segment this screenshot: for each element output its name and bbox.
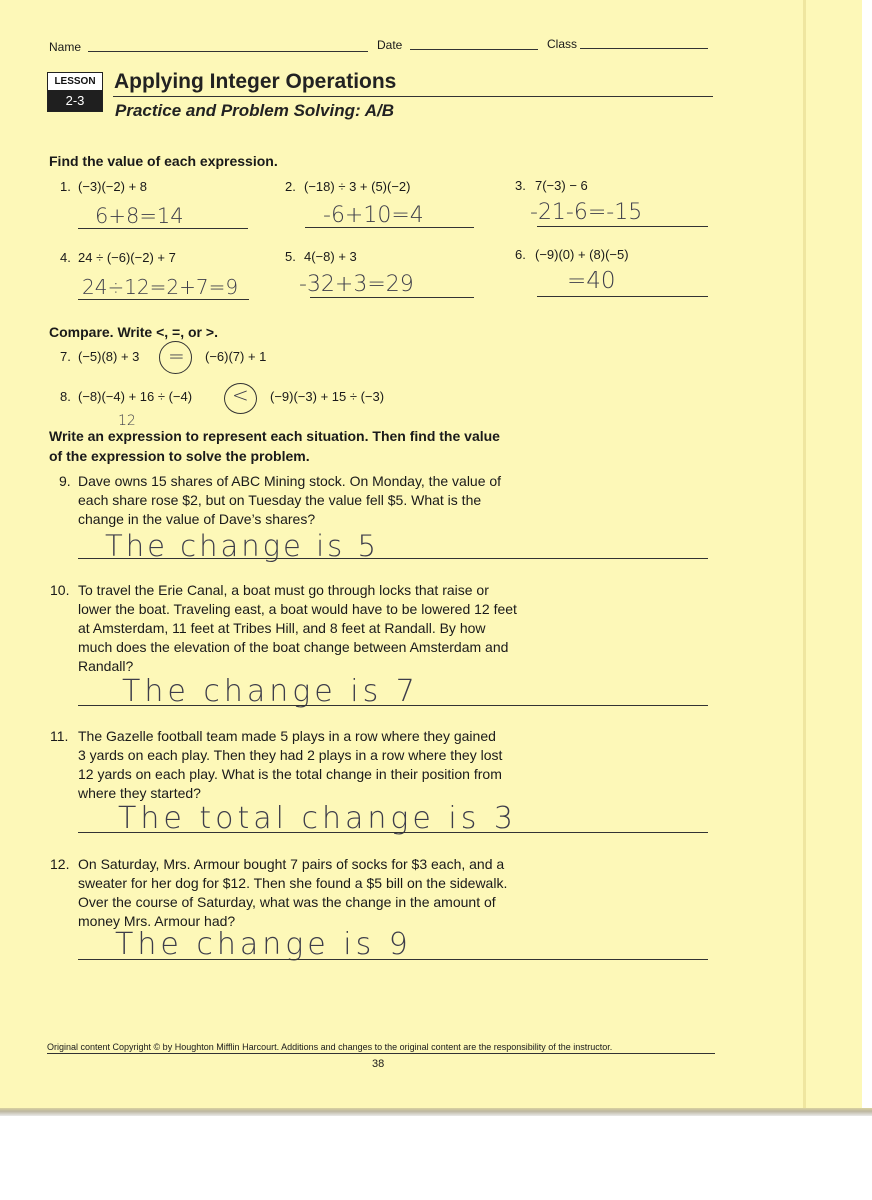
problem-text: lower the boat. Traveling east, a boat would have to be lowered 12 feet — [78, 601, 517, 617]
problem-text: much does the elevation of the boat change between Amsterdam and — [78, 639, 509, 655]
name-line[interactable] — [88, 51, 368, 52]
lesson-badge — [47, 72, 103, 112]
problem-number: 11. — [50, 728, 69, 744]
problem-expression: 24 ÷ (−6)(−2) + 7 — [78, 250, 176, 265]
problem-expression: (−3)(−2) + 8 — [78, 179, 148, 194]
answer-line[interactable] — [537, 296, 708, 297]
compare-left-expression: (−5)(8) + 3 — [78, 349, 140, 364]
section3-instruction: of the expression to solve the problem. — [49, 448, 310, 464]
problem-text: 3 yards on each play. Then they had 2 plays in a row where they lost — [78, 747, 503, 763]
page-number: 38 — [372, 1058, 385, 1070]
problem-number: 9. — [59, 473, 71, 489]
problem-number: 12. — [50, 856, 70, 872]
problem-number: 8. — [60, 389, 71, 404]
handwritten-answer: = — [168, 344, 185, 368]
problem-text: money Mrs. Armour had? — [78, 913, 236, 929]
lesson-subtitle: Practice and Problem Solving: A/B — [115, 101, 394, 120]
problem-text: change in the value of Dave’s shares? — [78, 511, 316, 527]
problem-text: Randall? — [78, 658, 134, 674]
problem-text: Dave owns 15 shares of ABC Mining stock. On Monday, the value of — [78, 473, 502, 489]
problem-number: 4. — [60, 250, 71, 265]
problem-text: Over the course of Saturday, what was the change in the amount of — [78, 894, 496, 910]
handwritten-answer: -6+10=4 — [323, 203, 424, 228]
problem-text: The Gazelle football team made 5 plays in a row where they gained — [78, 728, 496, 744]
section1-instruction: Find the value of each expression. — [49, 153, 278, 169]
handwritten-answer: =40 — [567, 268, 616, 294]
class-line[interactable] — [580, 48, 708, 49]
problem-text: To travel the Erie Canal, a boat must go through locks that raise or — [78, 582, 489, 598]
handwritten-answer: 24÷12=2+7=9 — [82, 275, 239, 299]
problem-number: 3. — [515, 178, 526, 193]
handwritten-answer: 6+8=14 — [95, 204, 184, 228]
answer-line[interactable] — [78, 558, 708, 559]
compare-right-expression: (−9)(−3) + 15 ÷ (−3) — [270, 389, 385, 404]
lesson-title: Applying Integer Operations — [114, 70, 397, 93]
problem-text: each share rose $2, but on Tuesday the value fell $5. What is the — [78, 492, 482, 508]
compare-right-expression: (−6)(7) + 1 — [205, 349, 267, 364]
footer-rule — [47, 1053, 715, 1054]
problem-expression: 4(−8) + 3 — [304, 249, 357, 264]
problem-text: On Saturday, Mrs. Armour bought 7 pairs of socks for $3 each, and a — [78, 856, 505, 872]
answer-line[interactable] — [78, 228, 248, 229]
compare-left-expression: (−8)(−4) + 16 ÷ (−4) — [78, 389, 193, 404]
handwritten-answer: The change is 9 — [115, 927, 412, 962]
copyright-notice: Original content Copyright © by Houghton Mifflin Harcourt. Additions and changes to the original content are the responsibility of the instructor. — [47, 1042, 613, 1052]
date-line[interactable] — [410, 49, 538, 50]
problem-number: 1. — [60, 179, 71, 194]
page-edge — [803, 0, 806, 1112]
problem-number: 6. — [515, 247, 526, 262]
problem-text: at Amsterdam, 11 feet at Tribes Hill, and 8 feet at Randall. By how — [78, 620, 486, 636]
answer-line[interactable] — [310, 297, 474, 298]
answer-line[interactable] — [305, 227, 474, 228]
lesson-number: 2-3 — [48, 90, 102, 111]
handwritten-answer: -21-6=-15 — [530, 200, 643, 225]
handwritten-note: 12 — [118, 413, 136, 429]
problem-number: 10. — [50, 582, 70, 598]
problem-text: where they started? — [78, 785, 201, 801]
handwritten-answer: -32+3=29 — [299, 272, 414, 297]
handwritten-answer: The change is 7 — [122, 674, 419, 709]
problem-expression: 7(−3) − 6 — [535, 178, 588, 193]
answer-line[interactable] — [78, 832, 708, 833]
handwritten-answer: The total change is 3 — [118, 801, 517, 836]
date-label: Date — [377, 38, 403, 52]
answer-line[interactable] — [78, 959, 708, 960]
problem-number: 5. — [285, 249, 296, 264]
problem-text: 12 yards on each play. What is the total change in their position from — [78, 766, 502, 782]
problem-number: 2. — [285, 179, 296, 194]
answer-line[interactable] — [78, 299, 249, 300]
problem-expression: (−18) ÷ 3 + (5)(−2) — [304, 179, 411, 194]
problem-expression: (−9)(0) + (8)(−5) — [535, 247, 629, 262]
handwritten-answer: < — [232, 383, 249, 407]
class-label: Class — [547, 37, 578, 51]
scan-edge — [0, 1108, 872, 1116]
problem-number: 7. — [60, 349, 71, 364]
lesson-label: LESSON — [54, 76, 96, 87]
answer-line[interactable] — [78, 705, 708, 706]
section2-instruction: Compare. Write <, =, or >. — [49, 324, 218, 340]
section3-instruction: Write an expression to represent each situation. Then find the value — [49, 428, 500, 444]
answer-line[interactable] — [537, 226, 708, 227]
handwritten-answer: The change is 5 — [105, 529, 379, 563]
title-rule — [113, 96, 713, 97]
name-label: Name — [49, 40, 82, 54]
problem-text: sweater for her dog for $12. Then she found a $5 bill on the sidewalk. — [78, 875, 508, 891]
